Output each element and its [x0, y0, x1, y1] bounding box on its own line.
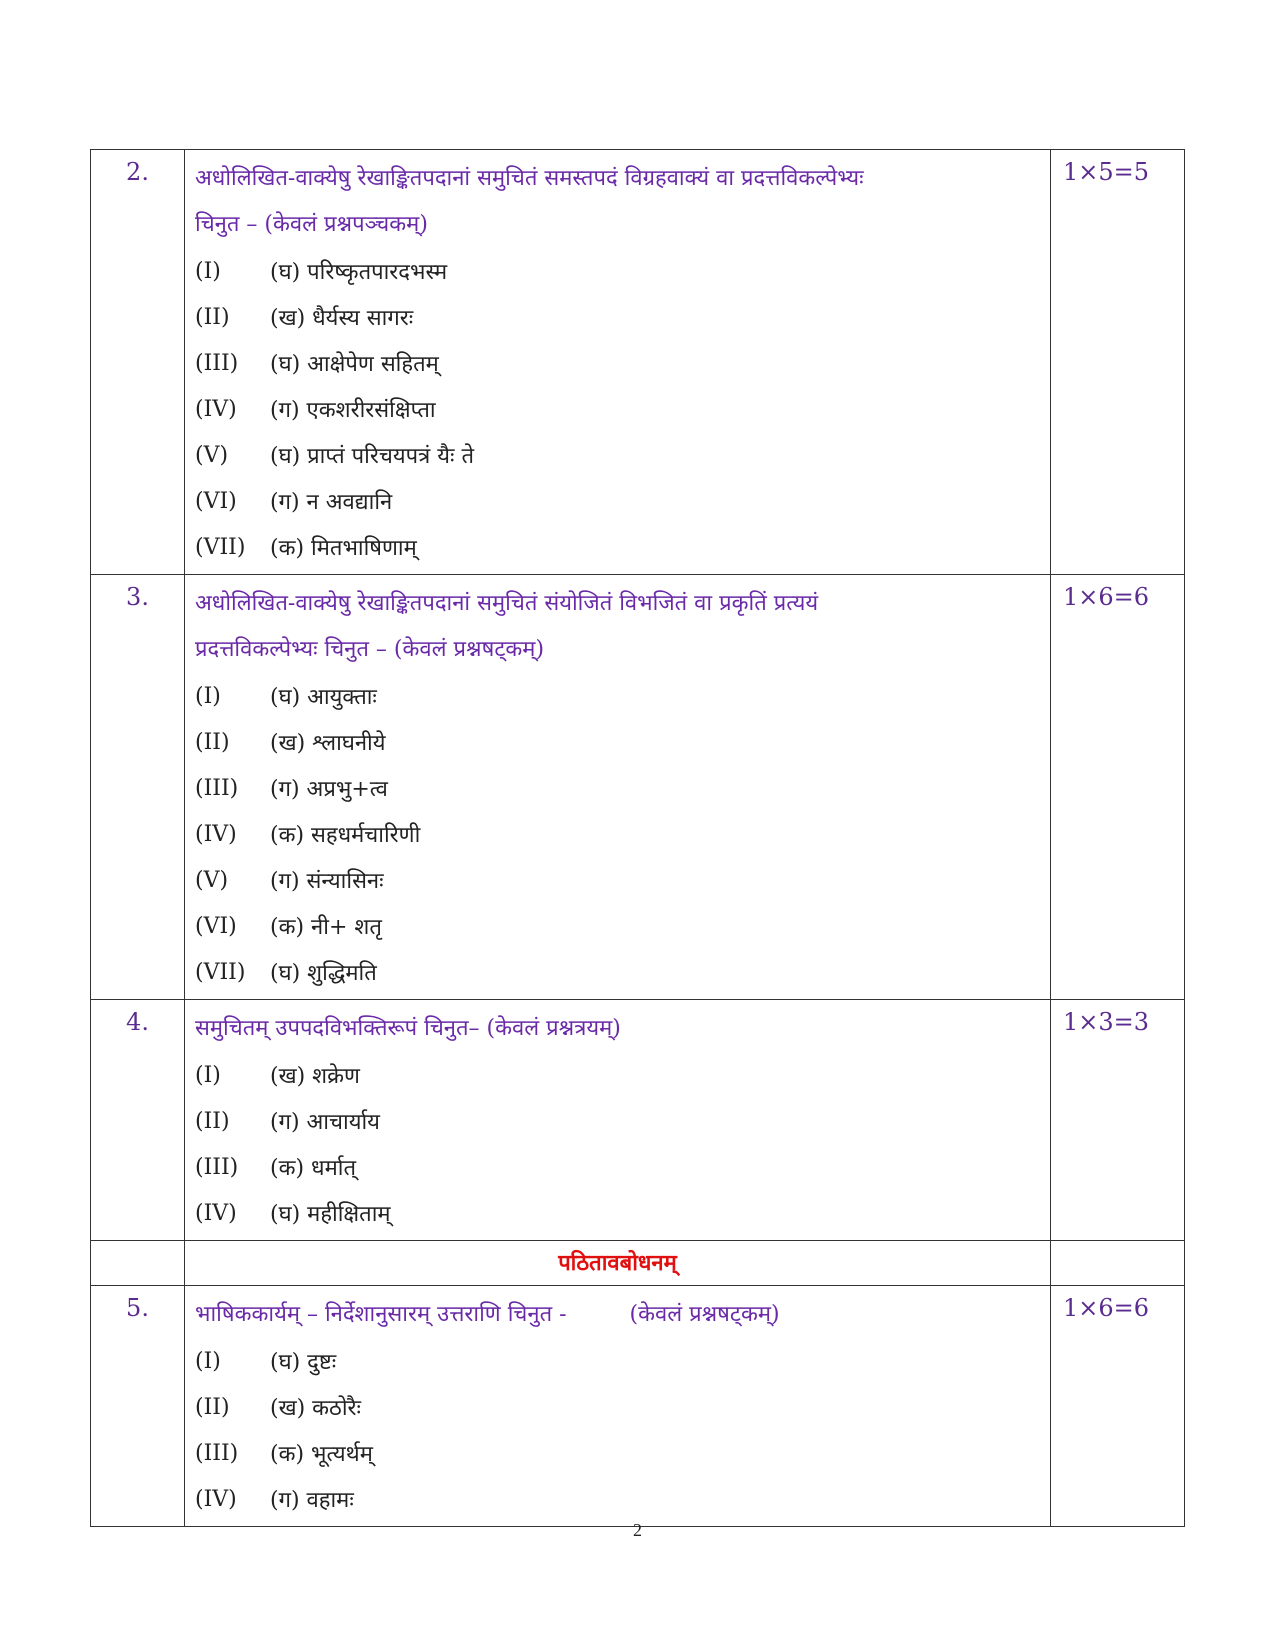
answer-item — [195, 673, 1040, 719]
answer-text: (क) नी+ शतृ — [270, 915, 382, 940]
answer-item — [195, 432, 1040, 478]
item-numeral: (I) — [195, 1348, 221, 1374]
answer-item — [195, 294, 1040, 340]
answer-text: (ग) आचार्याय — [270, 1110, 380, 1135]
question-instruction: अधोलिखित-वाक्येषु रेखाङ्कितपदानां समुचितं समस्तपदं विग्रहवाक्यं वा प्रदत्तविकल्पेभ्यः — [195, 166, 864, 191]
answer-item — [195, 857, 1040, 903]
answer-text: (ग) न अवद्यानि — [270, 490, 393, 515]
item-numeral: (III) — [195, 775, 239, 801]
page-number: 2 — [633, 1520, 642, 1540]
question-row-4 — [91, 1000, 1185, 1241]
question-body — [185, 1286, 1051, 1527]
item-numeral: (II) — [195, 1394, 230, 1420]
answer-text: (घ) आयुक्ताः — [270, 685, 377, 710]
answer-item — [195, 1052, 1040, 1098]
question-number: 2. — [91, 150, 185, 575]
item-numeral: (I) — [195, 1062, 221, 1088]
question-instruction: भाषिककार्यम् – निर्देशानुसारम् उत्तराणि चिनुत - (केवलं प्रश्नषट्कम्) — [195, 1302, 780, 1327]
item-numeral: (IV) — [195, 396, 237, 422]
answer-text: (क) मितभाषिणाम् — [270, 536, 417, 561]
answer-item — [195, 719, 1040, 765]
answer-item — [195, 1476, 1040, 1522]
item-numeral: (II) — [195, 304, 230, 330]
answer-item — [195, 765, 1040, 811]
answer-text: (क) भूत्यर्थम् — [270, 1442, 373, 1467]
item-numeral: (III) — [195, 1440, 239, 1466]
section-heading: पठितावबोधनम् — [558, 1250, 677, 1276]
answer-item — [195, 1190, 1040, 1236]
question-number: 5. — [91, 1286, 185, 1527]
answer-text: (ग) वहामः — [270, 1488, 354, 1513]
answer-item — [195, 1338, 1040, 1384]
empty-cell — [91, 1241, 185, 1286]
item-numeral: (III) — [195, 1154, 239, 1180]
item-numeral: (I) — [195, 258, 221, 284]
item-numeral: (IV) — [195, 1486, 237, 1512]
answer-text: (ग) अप्रभु+त्व — [270, 777, 388, 802]
answer-text: (घ) दुष्टः — [270, 1350, 337, 1375]
question-instruction: अधोलिखित-वाक्येषु रेखाङ्कितपदानां समुचितं संयोजितं विभजितं वा प्रकृतिं प्रत्ययं — [195, 591, 819, 616]
question-row-5 — [91, 1286, 1185, 1527]
answer-item — [195, 949, 1040, 995]
answer-text: (ख) कठोरैः — [270, 1396, 361, 1421]
question-instruction-cont: चिनुत – (केवलं प्रश्नपञ्चकम्) — [195, 212, 428, 237]
answer-text: (ख) शक्रेण — [270, 1064, 360, 1089]
answer-text: (ख) श्लाघनीये — [270, 731, 386, 756]
item-numeral: (V) — [195, 442, 229, 468]
question-row-3 — [91, 575, 1185, 1000]
item-numeral: (V) — [195, 867, 229, 893]
item-numeral: (II) — [195, 1108, 230, 1134]
question-body — [185, 1000, 1051, 1241]
marks-cell: 1×5=5 — [1051, 150, 1185, 575]
marks-cell: 1×6=6 — [1051, 575, 1185, 1000]
item-numeral: (III) — [195, 350, 239, 376]
answer-text: (ग) एकशरीरसंक्षिप्ता — [270, 398, 436, 423]
answer-item — [195, 478, 1040, 524]
empty-cell — [1051, 1241, 1185, 1286]
section-heading-row — [91, 1241, 1185, 1286]
answer-text: (घ) आक्षेपेण सहितम् — [270, 352, 439, 377]
section-cell — [185, 1241, 1051, 1286]
answer-text: (घ) परिष्कृतपारदभस्म — [270, 260, 448, 285]
answer-item — [195, 340, 1040, 386]
answer-item — [195, 1430, 1040, 1476]
question-body — [185, 575, 1051, 1000]
question-number: 3. — [91, 575, 185, 1000]
question-number: 4. — [91, 1000, 185, 1241]
answer-text: (क) सहधर्मचारिणी — [270, 823, 421, 848]
item-numeral: (IV) — [195, 1200, 237, 1226]
answer-item — [195, 524, 1040, 570]
answer-text: (क) धर्मात् — [270, 1156, 356, 1181]
question-instruction-cont: प्रदत्तविकल्पेभ्यः चिनुत – (केवलं प्रश्नषट्कम्) — [195, 637, 545, 662]
item-numeral: (I) — [195, 683, 221, 709]
answer-text: (घ) शुद्धिमति — [270, 961, 377, 986]
answer-item — [195, 1384, 1040, 1430]
question-body — [185, 150, 1051, 575]
marks-cell: 1×3=3 — [1051, 1000, 1185, 1241]
item-numeral: (VII) — [195, 959, 246, 985]
answer-text: (ख) धैर्यस्य सागरः — [270, 306, 414, 331]
answer-text: (घ) प्राप्तं परिचयपत्रं यैः ते — [270, 444, 474, 469]
answer-text: (ग) संन्यासिनः — [270, 869, 384, 894]
item-numeral: (VI) — [195, 913, 237, 939]
answer-key-table — [90, 149, 1185, 1527]
answer-item — [195, 386, 1040, 432]
item-numeral: (VII) — [195, 534, 246, 560]
marks-cell: 1×6=6 — [1051, 1286, 1185, 1527]
item-numeral: (VI) — [195, 488, 237, 514]
answer-item — [195, 1098, 1040, 1144]
answer-item — [195, 903, 1040, 949]
answer-item — [195, 1144, 1040, 1190]
item-numeral: (II) — [195, 729, 230, 755]
question-row-2 — [91, 150, 1185, 575]
question-instruction: समुचितम् उपपदविभक्तिरूपं चिनुत– (केवलं प्रश्नत्रयम्) — [195, 1016, 621, 1041]
answer-item — [195, 248, 1040, 294]
answer-text: (घ) महीक्षिताम् — [270, 1202, 391, 1227]
answer-item — [195, 811, 1040, 857]
item-numeral: (IV) — [195, 821, 237, 847]
